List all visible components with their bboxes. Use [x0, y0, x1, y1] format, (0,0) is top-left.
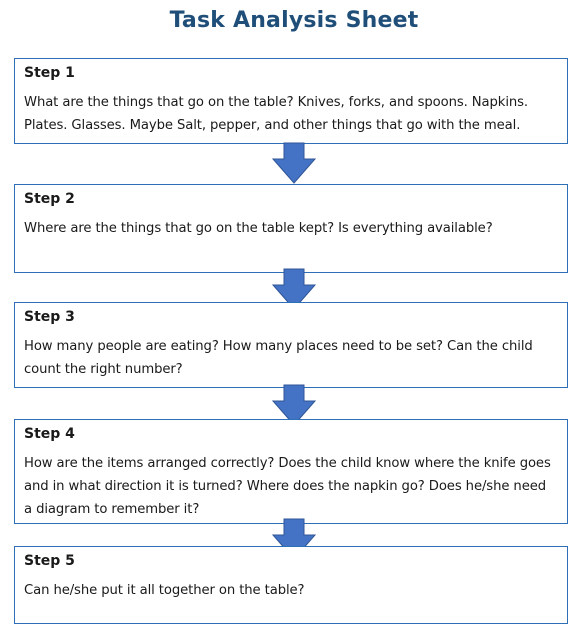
step-heading: Step 1: [24, 65, 75, 81]
step-text: What are the things that go on the table? Knives, forks, and spoons. Napkins. Plates. Glasses. Maybe Salt, pepper, and other things that go with the meal.: [24, 95, 529, 133]
step-box-1: [14, 58, 568, 144]
step-text: How many people are eating? How many places need to be set? Can the child count the right number?: [24, 339, 533, 377]
step-heading: Step 4: [24, 426, 75, 442]
step-heading: Step 2: [24, 191, 75, 207]
step-text: Where are the things that go on the table kept? Is everything available?: [24, 221, 493, 236]
arrow-down-icon: [272, 142, 316, 184]
step-heading: Step 5: [24, 553, 75, 569]
step-box-4: [14, 419, 568, 524]
step-box-2: [14, 184, 568, 273]
step-text: Can he/she put it all together on the table?: [24, 583, 305, 598]
step-box-3: [14, 302, 568, 388]
step-heading: Step 3: [24, 309, 75, 325]
step-box-5: [14, 546, 568, 624]
page-title: Task Analysis Sheet: [169, 8, 419, 33]
step-text: How are the items arranged correctly? Does the child know where the knife goes and in what direction it is turned? Where does the napkin go? Does he/she need a diagram to remember it?: [24, 456, 551, 517]
